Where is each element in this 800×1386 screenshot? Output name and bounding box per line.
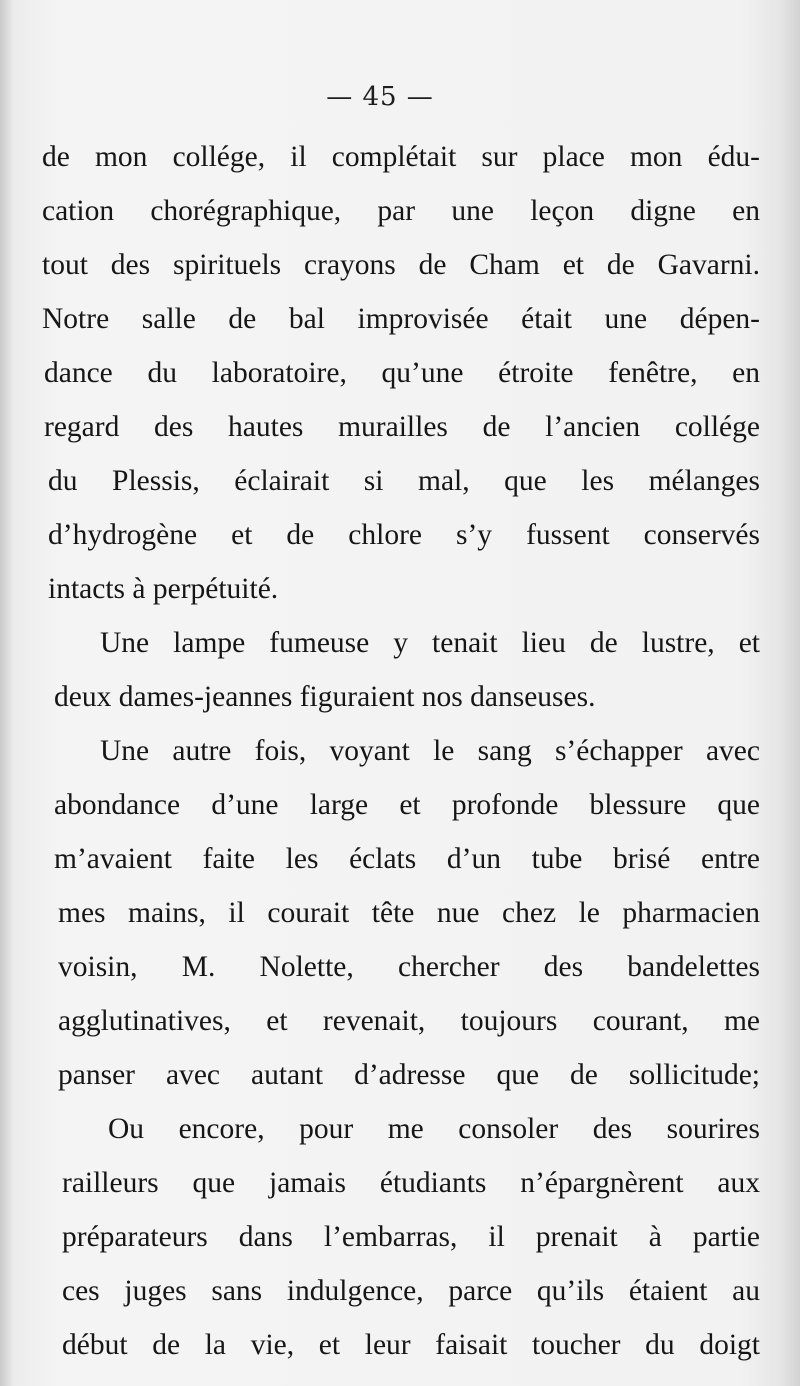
text-line: intacts à perpétuité. — [48, 573, 279, 605]
text-line: ces juges sans indulgence, parce qu’ils étaient au — [62, 1275, 760, 1307]
text-line: préparateurs dans l’embarras, il prenait à partie — [62, 1221, 760, 1253]
text-line: mes mains, il courait tête nue chez le pharmacien — [58, 897, 760, 929]
text-line: deux dames-jeannes figuraient nos danseuses. — [54, 681, 596, 713]
text-line: panser avec autant d’adresse que de sollicitude; — [58, 1059, 760, 1091]
text-line: Une lampe fumeuse y tenait lieu de lustre, et — [100, 627, 760, 659]
text-line: abondance d’une large et profonde blessure que — [54, 789, 760, 821]
text-line: de mon collége, il complétait sur place mon édu- — [42, 141, 760, 173]
text-line: regard des hautes murailles de l’ancien collége — [44, 411, 760, 443]
text-line: m’avaient faite les éclats d’un tube brisé entre — [54, 843, 760, 875]
text-line: cation chorégraphique, par une leçon digne en — [42, 195, 760, 227]
page-body-text — [42, 130, 760, 1372]
text-line: voisin, M. Nolette, chercher des bandelettes — [58, 951, 760, 983]
text-line: Notre salle de bal improvisée était une dépen- — [42, 303, 760, 335]
text-line: railleurs que jamais étudiants n’épargnèrent aux — [62, 1167, 760, 1199]
text-line: agglutinatives, et revenait, toujours courant, me — [58, 1005, 760, 1037]
text-line: Ou encore, pour me consoler des sourires — [108, 1113, 760, 1145]
text-line: du Plessis, éclairait si mal, que les mélanges — [48, 465, 760, 497]
text-line: tout des spirituels crayons de Cham et de Gavarni. — [42, 249, 760, 281]
page-number: — 45 — — [326, 82, 434, 112]
text-line: début de la vie, et leur faisait toucher du doigt — [62, 1329, 760, 1361]
text-line: d’hydrogène et de chlore s’y fussent conservés — [48, 519, 760, 551]
text-line: dance du laboratoire, qu’une étroite fenêtre, en — [44, 357, 760, 389]
text-line: Une autre fois, voyant le sang s’échapper avec — [100, 735, 760, 767]
